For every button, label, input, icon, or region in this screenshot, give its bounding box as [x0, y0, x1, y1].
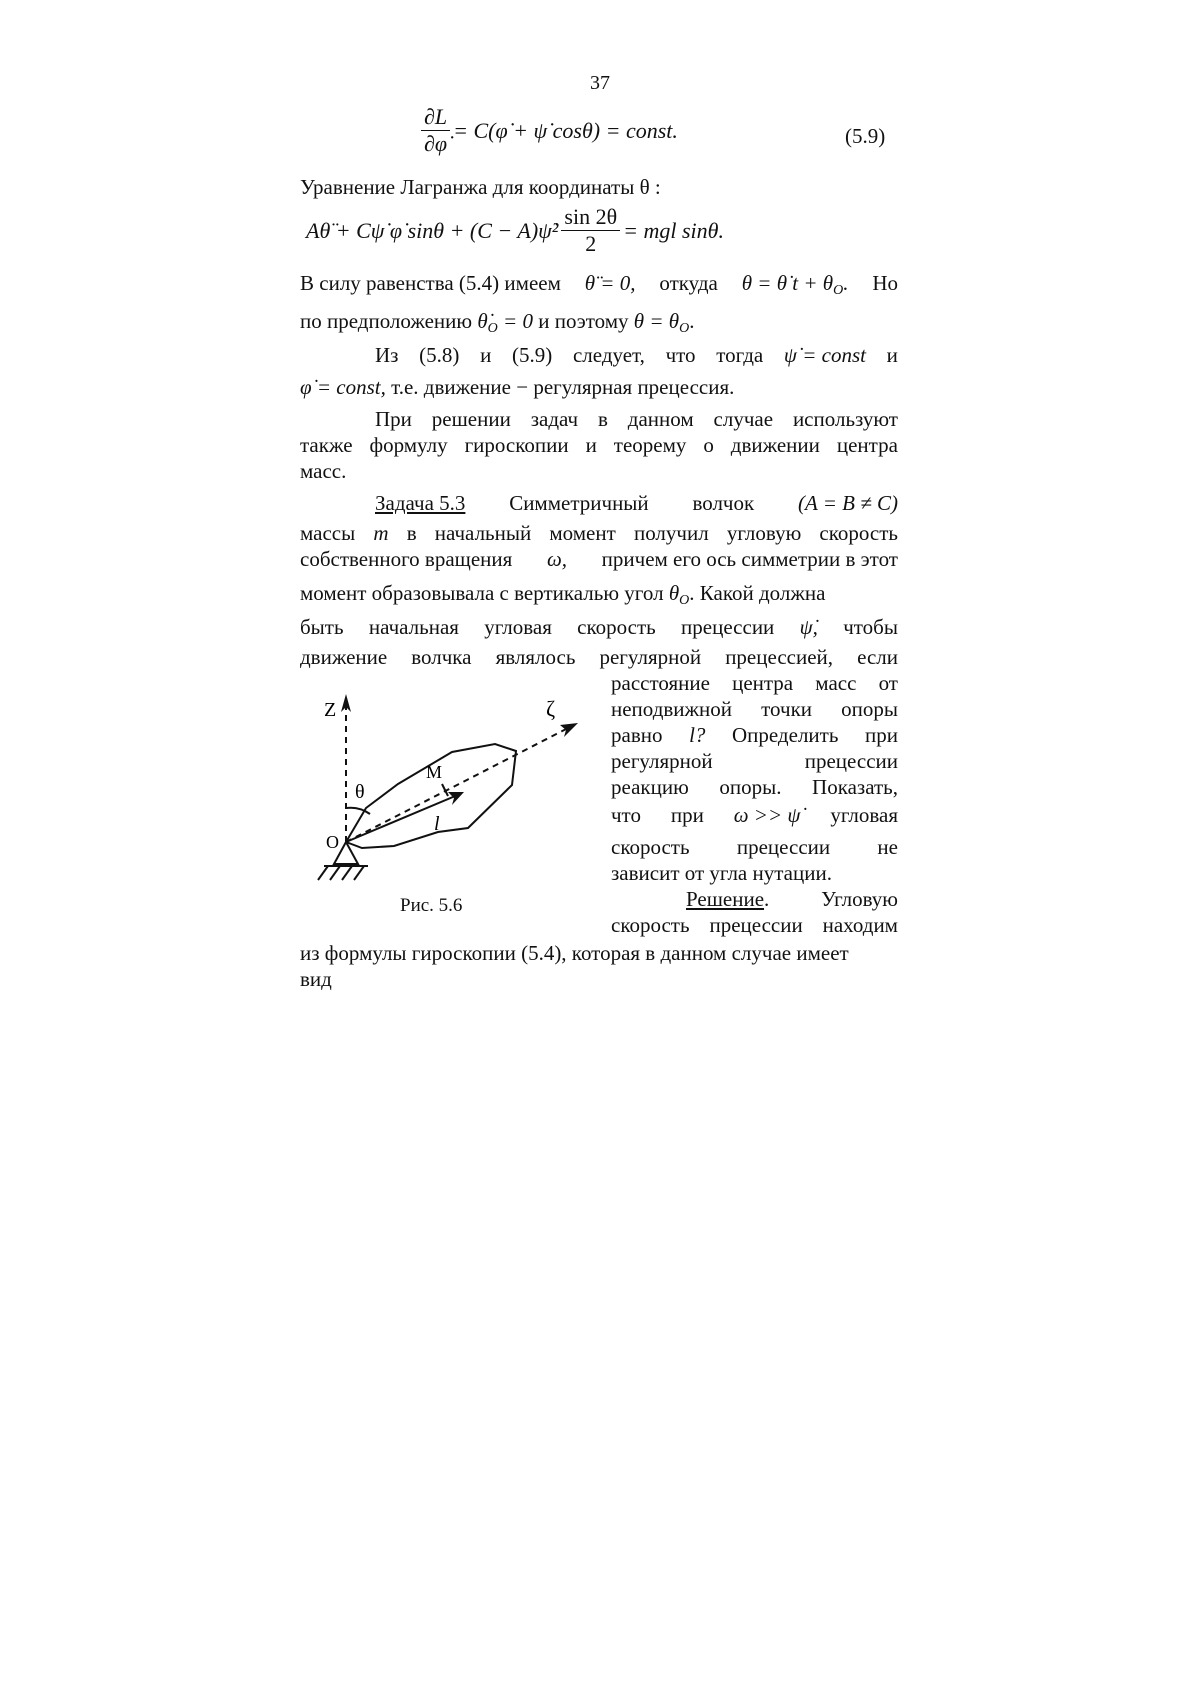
text: и: [480, 343, 492, 367]
zeta-axis: [346, 726, 572, 842]
math-text: ψ̇,: [799, 615, 818, 639]
final-word: вид: [300, 967, 332, 991]
text: если: [857, 645, 898, 669]
side-line2: [611, 696, 898, 722]
hatch: [318, 866, 328, 880]
text: расстояние: [611, 671, 710, 695]
text: Из: [375, 343, 399, 367]
equation-5-9-numerator: ∂L: [421, 104, 450, 131]
text: точки: [761, 697, 813, 721]
subscript: O: [679, 321, 690, 336]
text: прецессии: [804, 749, 898, 773]
text: теорему: [613, 433, 687, 457]
text: волчка: [411, 645, 472, 669]
paragraph1-line1: [300, 270, 898, 304]
problem-line4: [300, 580, 898, 614]
lagrange-equation: [306, 204, 724, 257]
equation-5-9: [418, 104, 678, 157]
text: от: [878, 671, 898, 695]
text: что: [665, 343, 696, 367]
text: скорость: [611, 913, 690, 937]
subscript: O: [833, 283, 844, 298]
side-line4: [611, 748, 898, 774]
solution-label: Решение: [686, 887, 765, 911]
z-label: Z: [324, 699, 337, 721]
text: движении: [730, 433, 820, 457]
equation-5-9-denominator: ∂φ̇: [424, 131, 448, 156]
lagrange-intro: Уравнение Лагранжа для координаты θ :: [300, 175, 661, 199]
text: .: [689, 581, 695, 605]
equation-5-9-rhs: = C(φ̇ + ψ̇ cosθ) = const.: [453, 117, 678, 143]
text: прецессии: [709, 913, 803, 937]
math-text: = 0: [503, 309, 533, 333]
page-number: 37: [590, 72, 610, 94]
text: .: [843, 271, 849, 295]
problem-line5: [300, 614, 898, 640]
text: Определить: [731, 723, 839, 747]
lagrange-equation-right: = mgl sinθ.: [623, 217, 724, 243]
text: скорость: [819, 521, 898, 545]
text: начальный: [434, 521, 532, 545]
text: регулярной: [611, 749, 713, 773]
text: опоры.: [719, 775, 782, 799]
lagrange-equation-numerator: sin 2θ: [561, 204, 620, 231]
figure-caption: Рис. 5.6: [400, 895, 463, 916]
text: данном: [627, 407, 694, 431]
lagrange-equation-left: Aθ̈ + Cψ̇ φ̇ sinθ + (C − A)ψ̇²: [306, 217, 559, 243]
text: момент: [549, 521, 616, 545]
text: решении: [431, 407, 511, 431]
side-line6: [611, 802, 898, 828]
text: центра: [836, 433, 898, 457]
hatch: [342, 866, 352, 880]
text: Симметричный: [509, 491, 649, 515]
text: случае: [713, 407, 774, 431]
text: прецессии: [681, 615, 775, 639]
text: о: [703, 433, 714, 457]
text: опоры: [841, 697, 898, 721]
text: при: [865, 723, 898, 747]
text: Угловую: [821, 887, 898, 911]
top-body: [346, 744, 516, 848]
text: причем его ось симметрии в этот: [601, 547, 898, 571]
text: В силу равенства (5.4) имеем: [300, 271, 561, 295]
text: Но: [872, 271, 898, 295]
paragraph2-line1: [300, 342, 898, 368]
math-text: θ = θ̇ t + θ: [741, 271, 834, 295]
final-line: из формулы гироскопии (5.4), которая в данном случае имеет: [300, 941, 849, 965]
problem-label-text: Задача 5.3: [375, 491, 466, 515]
equation-5-9-fraction: [421, 104, 450, 157]
paragraph3-line1: [300, 406, 898, 432]
text: реакцию: [611, 775, 689, 799]
text: и: [886, 343, 898, 367]
text: прецессией,: [725, 645, 834, 669]
text: не: [877, 835, 898, 859]
solution-label-wrap: Решение.: [686, 887, 770, 911]
text: формулу: [369, 433, 448, 457]
text: Какой должна: [699, 581, 826, 605]
text: и поэтому: [538, 309, 629, 333]
text: угловая: [830, 803, 898, 827]
subscript: O: [679, 593, 690, 608]
text: собственного вращения: [300, 547, 513, 571]
text: прецессии: [736, 835, 831, 859]
text: неподвижной: [611, 697, 733, 721]
math-text: [742, 270, 849, 304]
problem-line1: [300, 490, 898, 516]
problem-label: [375, 490, 465, 516]
text: получил: [633, 521, 709, 545]
text: центра: [732, 671, 794, 695]
text: в: [406, 521, 417, 545]
side-line1: [611, 670, 898, 696]
math-text: m: [373, 521, 389, 545]
text: тогда: [716, 343, 764, 367]
figure-5-6: [310, 690, 610, 930]
text: находим: [822, 913, 898, 937]
l-label: l: [434, 813, 440, 835]
theta-label: θ: [355, 781, 365, 803]
text: по предположению: [300, 309, 473, 333]
side-line3: [611, 722, 898, 748]
text: гироскопии: [464, 433, 569, 457]
math-text: (A = B ≠ C): [798, 491, 898, 515]
math-text: φ̇ = const,: [300, 375, 386, 399]
text: регулярной: [599, 645, 702, 669]
text: скорость: [577, 615, 656, 639]
solution-line2: [611, 912, 898, 938]
text: (5.8): [419, 343, 460, 367]
math-text: θ = θ: [633, 309, 680, 333]
text: массы: [300, 521, 356, 545]
text: используют: [792, 407, 898, 431]
text: задач: [530, 407, 579, 431]
o-label: O: [326, 832, 339, 852]
text: Показать,: [812, 775, 898, 799]
math-text: θ: [668, 581, 680, 605]
text: скорость: [611, 835, 690, 859]
subscript: O: [487, 321, 498, 336]
zeta-label: ζ: [546, 696, 556, 721]
text: При: [375, 407, 412, 431]
math-text: θ̈ = 0,: [584, 271, 636, 295]
text: .: [689, 309, 695, 333]
text: масс: [815, 671, 857, 695]
text: следует,: [572, 343, 645, 367]
text: что: [611, 803, 641, 827]
text: (5.9): [512, 343, 553, 367]
side-line8: зависит от угла нутации.: [611, 861, 832, 885]
solution-line1: [686, 886, 898, 912]
math-text: θ̇: [477, 309, 488, 333]
text: равно: [611, 723, 663, 747]
side-line5: [611, 774, 898, 800]
equation-5-9-number: (5.9): [845, 124, 886, 148]
problem-line3: [300, 546, 898, 572]
lagrange-equation-denominator: 2: [585, 231, 597, 256]
text: откуда: [659, 271, 718, 295]
math-text: l?: [689, 723, 706, 747]
math-text: ω >> ψ̇: [733, 803, 801, 827]
math-text: ω,: [546, 547, 568, 571]
text: начальная: [368, 615, 459, 639]
text: при: [670, 803, 704, 827]
problem-line6: [300, 644, 898, 670]
hatch: [354, 866, 364, 880]
paragraph3-line2: [300, 432, 898, 458]
text: угловую: [726, 521, 802, 545]
text: и: [585, 433, 597, 457]
hatch: [330, 866, 340, 880]
math-text: ψ̇ = const: [783, 343, 866, 367]
text: быть: [300, 615, 344, 639]
text: являлось: [495, 645, 576, 669]
side-line7: [611, 834, 898, 860]
text: чтобы: [843, 615, 898, 639]
text: волчок: [692, 491, 755, 515]
lagrange-equation-fraction: [561, 204, 620, 257]
m-label: M: [426, 762, 443, 782]
text: движение: [300, 645, 388, 669]
paragraph3-line3: масс.: [300, 459, 347, 483]
paragraph2-line2: [300, 374, 898, 400]
text: угловая: [484, 615, 552, 639]
text: момент образовывала с вертикалью угол: [300, 581, 664, 605]
paragraph1-line2: [300, 308, 898, 342]
text: т.е. движение − регулярная прецессия.: [391, 375, 735, 399]
text: также: [300, 433, 353, 457]
problem-line2: [300, 520, 898, 546]
text: в: [597, 407, 608, 431]
